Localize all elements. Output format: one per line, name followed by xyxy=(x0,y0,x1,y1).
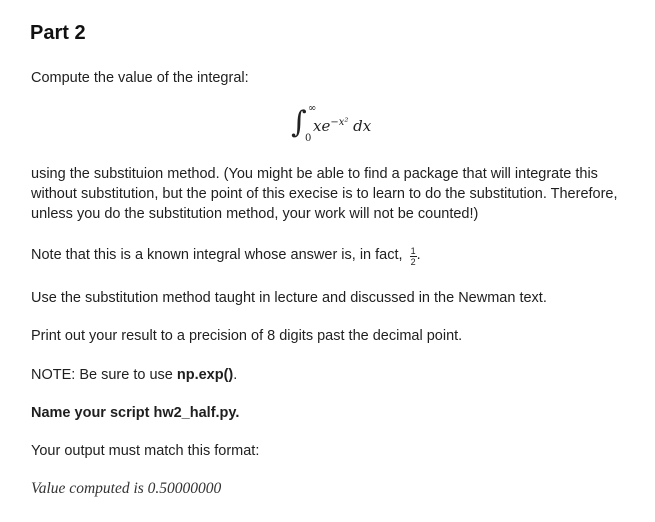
intro-text: Compute the value of the integral: xyxy=(31,70,249,86)
page-title: Part 2 xyxy=(30,22,86,44)
method-paragraph: using the substituion method. (You might be able to find a package that will integrate this without substitution, but the point of this execise is to learn to do the substitution. Therefore, unless you do the substitution method, your work will not be counted!) xyxy=(31,166,618,222)
exp-note-code: np.exp() xyxy=(176,367,234,383)
format-intro: Your output must match this format: xyxy=(31,443,260,459)
one-half-fraction xyxy=(410,246,417,267)
differential: dx xyxy=(348,117,372,135)
exp-note-prefix: NOTE: Be sure to use xyxy=(31,367,177,383)
integral-equation xyxy=(291,103,401,147)
integrand-base: xe xyxy=(313,117,331,135)
fraction-denominator: 2 xyxy=(410,257,416,267)
integrand-exponent: −x² xyxy=(330,117,349,128)
script-name-instruction: Name your script hw2_half.py. xyxy=(31,405,240,421)
exp-note xyxy=(31,365,641,385)
precision-instruction: Print out your result to a precision of 8 digits past the decimal point. xyxy=(31,328,463,344)
integrand xyxy=(313,117,371,135)
known-answer-text: Note that this is a known integral whose answer is, in fact, xyxy=(31,247,403,263)
fraction-numerator: 1 xyxy=(410,246,416,256)
upper-limit: ∞ xyxy=(308,103,317,114)
known-answer-note xyxy=(31,245,641,267)
output-example: Value computed is 0.50000000 xyxy=(31,480,222,497)
lower-limit: 0 xyxy=(305,133,312,144)
integral-sign: ∫ xyxy=(291,105,307,140)
substitution-instruction: Use the substitution method taught in lecture and discussed in the Newman text. xyxy=(31,290,547,306)
exp-note-suffix: . xyxy=(233,367,238,383)
known-answer-period: . xyxy=(416,247,421,263)
